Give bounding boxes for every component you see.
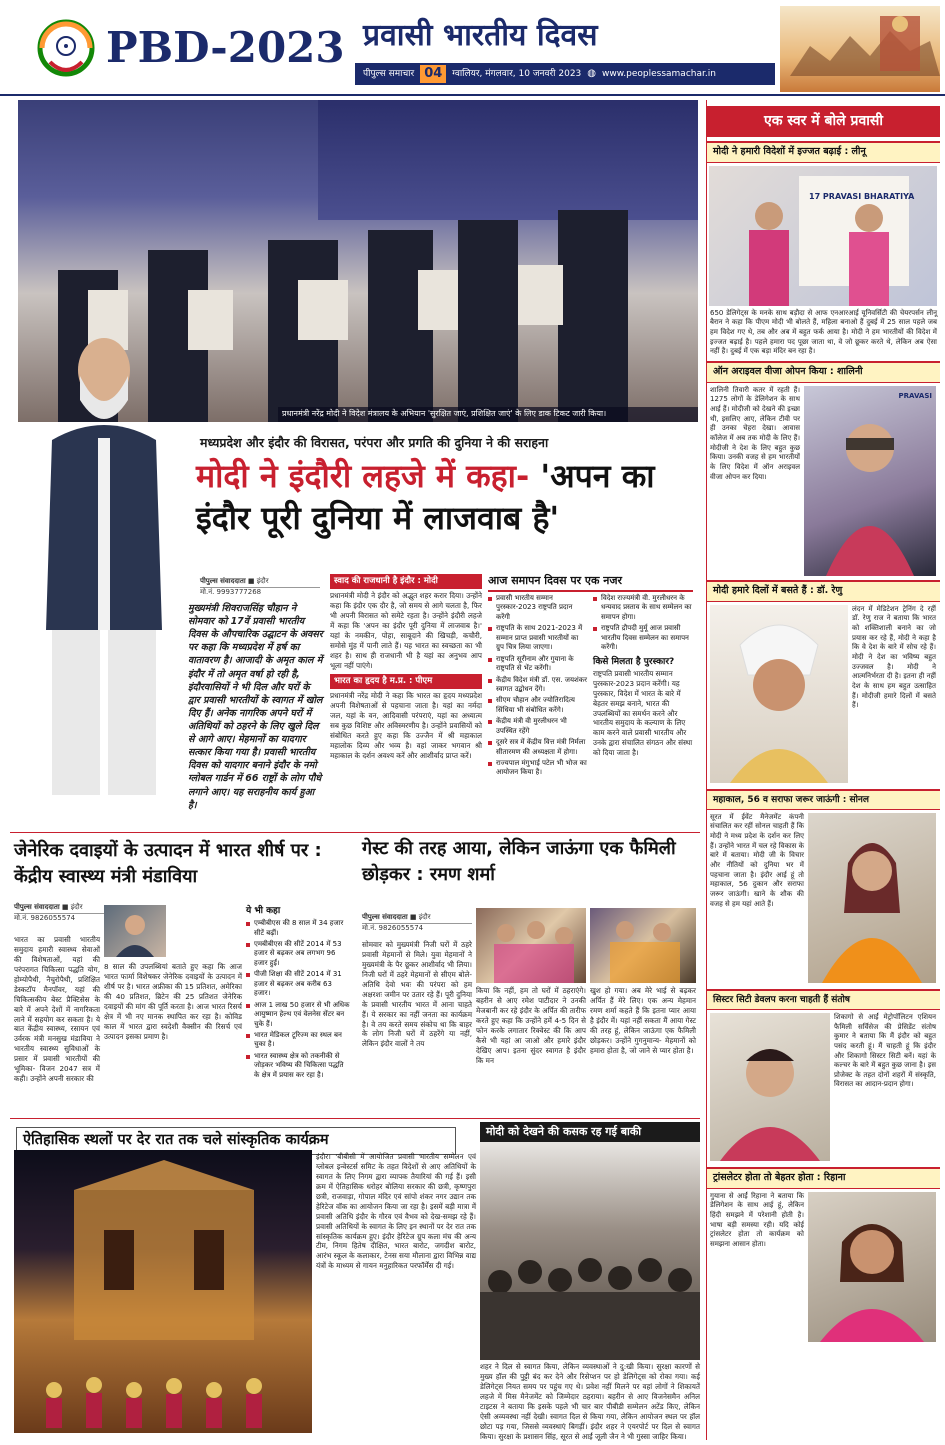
- masthead: [0, 0, 945, 96]
- generic-byline: पीपुल्स संवाददाता ■ इंदौर मो.नं. 9826055574: [14, 903, 104, 924]
- guest-photo-1: [476, 908, 586, 983]
- lead-headline: [196, 456, 696, 539]
- list-item: आज 1 लाख 50 हजार से भी अधिक आयुष्मान हेल्थ एवं वेलनेस सेंटर बन चुके हैं।: [246, 1001, 350, 1029]
- guest-body-2: किया कि नहीं, हम तो घरों में ठहराएंगे। बहरीन से आए रमेश पाटीदार ने उनकी मेजबानी कर रहे इंदौर के अर्पित की तारीफ करते हुए कहा कि उन्होंने हमें 4-5 दिन से फोन करके लगातार रिक्वेस्ट की कि आप कैसे भी यहां आ जाओ और हमारे इंदौर देखिए आप। इतना सुंदर स्वागत है इंदौर कि मन: [476, 986, 586, 1065]
- generic-box-title: ये भी कहा: [246, 906, 281, 916]
- list-item: केंद्रीय विदेश मंत्री डॉ. एस. जयशंकर स्वागत उद्बोधन देंगे।: [488, 676, 588, 695]
- dateline: ग्वालियर, मंगलवार, 10 जनवरी 2023: [452, 68, 582, 79]
- byline-place: इंदौर: [418, 913, 431, 921]
- byline-place: इंदौर: [256, 577, 269, 585]
- byline-phone: मो.नं. 9993777268: [200, 587, 320, 597]
- pbd-logo: [36, 18, 96, 82]
- lead-byline: पीपुल्स संवाददाता ■ इंदौर मो.नं. 9993777268: [200, 577, 320, 598]
- guest-body-3: खुश हो गया। अब मेरे भाई से बढ़कर अर्पित हैं मेरे लिए। एक अन्य मेहमान रमण शर्मा कहते हैं कि इतना प्यार आया है इंदौर में। यहां नहीं सकता मैं आया गेस्ट की तरह हूं, लेकिन जाऊंगा एक फैमिली छोड़कर। उन्होंने गुगनुमान्य- मेहमानों को हमारा होता है, जो जाने से प्यार होता है।: [590, 986, 696, 1055]
- section-divider: [10, 1118, 700, 1119]
- sidebar-photo-renu: [710, 605, 848, 783]
- culture-photo: [14, 1150, 312, 1433]
- masthead-code: PBD-2023: [106, 23, 345, 72]
- byline-phone: मो.नं. 9826055574: [362, 923, 472, 933]
- lead-col-a: [330, 574, 482, 761]
- lead-headline-red: मोदी ने इंदौरी लहजे में कहा-: [196, 457, 530, 495]
- guest-body-1: सोमवार को मुख्यमंत्री निजी घरों में ठहरे प्रवासी मेहमानों से मिले। युवा मेहमानों ने मुख्यमंत्री के पैर छूकर आशीर्वाद भी लिया। निजी घरों में ठहरे मेहमानों से सीएम बोले- अतिथि देवो भवः की परंपरा को हम अक्षरशः जमीन पर उतार रहे हैं। पूरी दुनिया के प्रवासी भारतीय भारत में आना चाहते हैं। ये सरकार का नहीं जनता का कार्यक्रम है। वे तय करते समय संकोच था कि बाहर के लोग निजी घरों में ठहरेंगे या नहीं, लेकिन इंदौर वालों ने तय: [362, 940, 472, 1049]
- sidebar-photo-sonal: [808, 813, 936, 983]
- sidebar-item-body: लंदन में मेडिटेशन ट्रेनिंग दे रहीं डॉ. रेणु राज ने बताया कि भारत को शक्तिशाली बनाने का जो प्रयास कर रहे हैं, मोदी ने कहा है कि वे देश के बारे में सोच रहे हैं। मोदी ने देश का भविष्य बहुत उज्जवल है। मोदी ने आत्मनिर्भरता दी है। इतना ही नहीं देश के साथ हम बहुत उत्साहित हैं। मोदीजी हमारे दिलों में बसते हैं।: [852, 604, 936, 710]
- sidebar-item-body: 650 डेलिगेट्स के मनके साथ बड़ौदा से आफ एनआरआई यूनिवर्सिटी की चेयरपर्सन लीनू बैरान ने कहा कि पीएम मोदी भी बोलते हैं, महिला बनाओ हैं दुबई में 25 साल पहले जब हम विदेश गए थे, तब और अब में बहुत फर्क आया है। मोदी ने हम भारतीयों की विदेश में इज्जत बढ़ाई है। पहले हमारा पद पूछा जाता था, वे जो छूकर करते थे, लेकिन अब ऐसा नहीं है। दुबई में एक बड़ा मंदिर बन रहा है।: [710, 308, 937, 356]
- list-item: सीएम चौहान और ज्योतिरादित्य सिंधिया भी संबोधित करेंगे।: [488, 696, 588, 715]
- sidebar-title: एक स्वर में बोले प्रवासी: [707, 106, 940, 137]
- masthead-strip: [355, 63, 775, 85]
- website-link[interactable]: www.peoplessamachar.in: [602, 68, 716, 79]
- col-a-title2: भारत का हृदय है म.प्र. : पीएम: [330, 674, 482, 689]
- list-item: प्रवासी भारतीय सम्मान पुरस्कार-2023 राष्ट्रपति प्रदान करेंगी: [488, 594, 588, 622]
- list-item: एमबीबीएस की सीटें 2014 में 53 हजार से बढ़कर अब लगभग 96 हजार हुईं।: [246, 940, 350, 968]
- generic-body-2: 8 साल की उपलब्धियां बताते हुए कहा कि आज भारत फार्मा विशेषकर जेनेरिक दवाइयों के उत्पादन में शीर्ष पर है। भारत अफ्रीका की 15 प्रतिशत, अमेरिका की 40 प्रतिशत, ब्रिटेन की 25 प्रतिशत जेनेरिक दवाइयों की मांग की पूर्ति करता है। आज भारत रिसर्च क्षेत्र में भी नए मानक स्थापित कर रहा है। कोविड काल में भारत द्वारा स्वदेशी वैक्सीन की रिसर्च एवं उत्पादन इसका प्रमाण है।: [104, 962, 242, 1041]
- lead-intro: मुख्यमंत्री शिवराजसिंह चौहान ने सोमवार को 17वें प्रवासी भारतीय दिवस के औपचारिक उद्घाटन के अवसर पर कहा कि मध्यप्रदेश में हर्ष का वातावरण है। आजादी के अमृत काल में इंदौर में तो अमृत वर्षा हो रही है, इंदौरवासियों ने भी दिल और घरों के द्वार प्रवासी भारतीयों के स्वागत में खोल दिए हैं। अनेक नागरिक अपने घरों में अतिथियों को ठहरने के लिए खुले दिल से आगे आए। मेहमानों का यादगार सत्कार किया गया है। प्रवासी भारतीय दिवस को यादगार बनाने इंदौर के नमो ग्लोबल गार्डन में 66 राष्ट्रों के लोग पौधे लगाने आए। यह सराहनीय कार्य हुआ है।: [188, 603, 323, 811]
- section-divider: [10, 832, 700, 833]
- guest-photo-2: [590, 908, 696, 983]
- lead-kicker: मध्यप्रदेश और इंदौर की विरासत, परंपरा और प्रगति की दुनिया ने की सराहना: [200, 435, 549, 450]
- sidebar-item-body: शालिनी तिवारी कतर में रहती हैं। 1275 लोगों के डेलिगेशन के साथ आई हैं। मोदीजी को देखने की इच्छा थी, इसलिए आए, लेकिन टीवी पर ही उनका चेहरा देखा। आवास कॉलेज में अब तक मोदी के लिए हैं। मोदीजी ने देश के लिए बहुत कुछ किया। उनकी वजह से हम भारतीयों के लिए विदेश में ऑन अराइवल वीजा ओपन कर दिया।: [710, 385, 800, 481]
- list-item: दूसरे सत्र में केंद्रीय वित्त मंत्री निर्मला सीतारमण की अध्यक्षता में होगा।: [488, 738, 588, 757]
- sidebar-photo-shalini: [804, 386, 936, 576]
- list-item: राज्यपाल मंगुभाई पटेल भी भोज का आयोजन किया है।: [488, 759, 588, 778]
- col-a-title: स्वाद की राजधानी है इंदौर : मोदी: [330, 574, 482, 589]
- lead-col-b-list: [488, 594, 588, 780]
- photo-banner-text: 17 PRAVASI BHARATIYA: [809, 191, 915, 201]
- byline-place: इंदौर: [70, 903, 83, 911]
- list-item: एम्बीबीएस की 8 साल में 34 हजार सीटें बढ़ीं।: [246, 919, 350, 938]
- byline-name: पीपुल्स संवाददाता: [362, 913, 408, 921]
- masthead-rule: [0, 94, 945, 96]
- crowd-headline: मोदी को देखने की कसक रह गई बाकी: [480, 1122, 700, 1143]
- culture-body: इंदौर। 'बीबीसी में आयोजित प्रवासी भारतीय सम्मेलन एवं ग्लोबल इन्वेस्टर्स समिट के तहत विदेशों से आए अतिथियों के स्वागत के लिए निगम द्वारा व्यापक तैयारियां की गई हैं। इसी क्रम में ऐतिहासिक धरोहर बोलिया सरकार की छत्री, कृष्णपुरा छत्री, राजवाड़ा, गोपाल मंदिर एवं सांपो शंकर नगर उद्यान तक हेरिटेज वॉक का आयोजन किया जा रहा है। इसमें बड़ी मात्रा में प्रवासी अतिथि इंदौर के गौरव एवं वैभव को देख-समझ रहे हैं। प्रवासी अतिथियों के स्वागत के लिए इन स्थानों पर देर रात तक सांस्कृतिक कार्यक्रम हुए। इंदौर हेरिटेज ग्रुप कला मंच की अन्य टीम, निगम हितेष दीक्षित, भारत बारोट, जगदीश बारोट, आरंभ स्कूल के कलाकार, टेनस सया मौलाना द्वारा विभिन्न वाद्य यंत्रों के माध्यम से गायन मनुहारिकत परफॉर्मेंस दी गई।: [316, 1152, 476, 1271]
- minister-photo: [104, 905, 166, 957]
- crowd-photo: [480, 1142, 700, 1360]
- sidebar-item-body: शिकागो से आईं मेट्रोपॉलिटन एशियन फैमिली सर्विसेज की प्रेसिडेंट संतोष कुमार ने बताया कि मैं इंदौर को बहुत पसंद करती हूं। मैं चाहती हूं कि इंदौर और शिकागो सिस्टर सिटी बनें। यहां के कल्चर के बारे में बहुत कुछ जाना है। इस प्रोजेक्ट के तहत दोनों शहरों में संस्कृति, विरासत का आदान-प्रदान होगा।: [834, 1012, 936, 1089]
- list-item: राष्ट्रपति सूरीनाम और गुयाना के राष्ट्रपति से भेंट करेंगी।: [488, 655, 588, 674]
- modi-cutout: [12, 330, 187, 800]
- generic-box: [246, 905, 350, 1082]
- sidebar-item-body: सूरत में ईवेंट मैनेजमेंट कंपनी संचालित कर रहीं सोनल चाहती हैं कि मोदी ने मध्य प्रदेश के दर्शन कर लिए हैं। उन्होंने भारत में चल रहे विकास के बारे में बताया। मोदी जी के विचार और नीतियों को दुनिया भर में पहचाना जाता है। इंदौर आई हूं तो महाकाल, 56 दुकान और सराफा जरूर जाऊंगी। खाने के शौक की वजह से हम यहां आते हैं।: [710, 812, 804, 908]
- byline-phone: मो.नं. 9826055574: [14, 913, 104, 923]
- lead-headline-black: 'अपन का इंदौर पूरी दुनिया में लाजवाब है': [196, 457, 655, 537]
- col-a-text: प्रधानमंत्री मोदी ने इंदौर को अद्भुत शहर करार दिया। उन्होंने कहा कि इंदौर एक दौर है, जो समय से आगे चलता है, फिर भी अपनी विरासत को समेटे रहता है। उन्होंने इंदौरी लहजे में कहा कि 'अपन का इंदौर पूरी दुनिया में लाजवाब है।' यहां के नमकीन, पोहा, साबूदाने की खिचड़ी, कचौरी, समोसे मुंह में पानी लाते हैं। यह भारत का स्वच्छता का भी शहर है। साथ ही राजधानी भी है यहां का अनुभव आप भूला नहीं पाएंगे।: [330, 591, 482, 671]
- sidebar-item-heading: ऑन अराइवल वीजा ओपन किया : शालिनी: [707, 361, 940, 383]
- lead-col-c: [593, 594, 695, 758]
- sidebar-photo-rihana: [808, 1192, 936, 1342]
- masthead-title: प्रवासी भारतीय दिवस: [363, 18, 598, 53]
- sidebar-item-heading: मोदी हमारे दिलों में बसते हैं : डॉ. रेणु: [707, 580, 940, 602]
- sidebar-item-heading: महाकाल, 56 व सराफा जरूर जाऊंगी : सोनल: [707, 789, 940, 810]
- masthead-art: [780, 6, 940, 92]
- list-item: केंद्रीय मंत्री वी मुरलीधरन भी उपस्थित रहेंगे: [488, 717, 588, 736]
- sidebar-item-heading: मोदी ने हमारी विदेशों में इज्जत बढ़ाई : लीनू: [707, 141, 940, 163]
- list-item: राष्ट्रपति द्रौपदी मुर्मू आज प्रवासी भारतीय दिवस सम्मेलन का समापन करेंगी।: [593, 624, 695, 652]
- lead-photo-caption: प्रधानमंत्री नरेंद्र मोदी ने विदेश मंत्रालय के अभियान 'सुरक्षित जाएं, प्रशिक्षित जाएं' के लिए डाक टिकट जारी किया।: [278, 407, 698, 422]
- sidebar-item-heading: सिस्टर सिटी डेवलप करना चाहती हैं संतोष: [707, 989, 940, 1010]
- sidebar-item-body: गुयाना से आईं रिहाना ने बताया कि डेलिगेशन के साथ आई हूं, लेकिन हिंदी समझने में परेशानी होती है। भाषा बड़ी समस्या रही। यदि कोई ट्रांसलेटर होता तो कार्यक्रम को समझना आसान होता।: [710, 1191, 804, 1248]
- page-number: 04: [420, 65, 446, 83]
- generic-body-1: भारत का प्रवासी भारतीय समुदाय हमारी स्वास्थ्य सेवाओं की विशेषताओं, यहां की परंपरागत चिकित्सा पद्धति योग, होम्योपैथी, नैचुरोपैथी, प्रशिक्षित डेस्कटॉप मैनपॉवर, यहां की चिकित्सकीय बेस्ट प्रैक्टिसेस के बारे में अपने देशों में नागरिकता लाने में सहयोग कर सकता है। ये बात केंद्रीय स्वास्थ्य, रसायन एवं उर्वरक मंत्री मनसुख मंडाविया ने भारतीय स्वास्थ्य सुविधाओं के प्रसार में प्रवासी भारतीयों की भूमिका- विजन 2047 सत्र में कही। उन्होंने अपनी सरकार की: [14, 935, 100, 1084]
- byline-name: पीपुल्स संवाददाता: [200, 577, 246, 585]
- crowd-body: शहर ने दिल से स्वागत किया, लेकिन व्यवस्थाओं ने दु:खी किया। सुरक्षा कारणों से मुख्य हॉल की पुट्टी बंद कर देने और रिसेप्शन पर हो डेलिगेट्स को रोका गया। कई डेलिगेट्स नियत समय पर पहुंच गए थे। प्रवेश नहीं मिलने पर वहां लोगों ने शिकायतें लहजे में मिस मैनेजमेंट को जिम्मेदार ठहराया। बहरीन से आए विजनेसमैन अनिल टाइटस ने बताया कि इसके पहले भी चार बार पीबीडी सम्मेलन अटेंड किए, लेकिन ऐसी अव्यवस्था नहीं देखी। स्वागत दिल से किया गया, लेकिन आयोजन स्थल पर हॉल छोटा पड़ गया, जिससे व्यवस्थाएं बिगड़ीं। इंदौर शहर ने एयरपोर्ट पर दिल से स्वागत किया। सुरक्षा के प्रशासन सिंह, सूरत से आईं जूली जैन ने भी गुस्सा जाहिर किया।: [480, 1362, 700, 1441]
- col-c-question: किसे मिलता है पुरस्कार?: [593, 656, 675, 667]
- list-item: भारत मेडिकल टूरिज्म का स्थल बन चुका है।: [246, 1031, 350, 1050]
- sidebar-item-heading: ट्रांसलेटर होता तो बेहतर होता : रिहाना: [707, 1167, 940, 1189]
- paper-name: पीपुल्स समाचार: [363, 68, 415, 79]
- list-item: पीजी शिक्षा की सीटें 2014 में 31 हजार से बढ़कर अब करीब 63 हजार।: [246, 970, 350, 998]
- col-a-text2: प्रधानमंत्री नरेंद्र मोदी ने कहा कि भारत का हृदय मध्यप्रदेश अपनी विशेषताओं से पहचाना जाता है। यहां का नर्मदा जल, यहां के वन, आदिवासी परंपराएं, यहां का अध्यात्म सब कुछ विशिष्ट और अविस्मरणीय है। उन्होंने प्रवासियों को संबोधित करते हुए कहा कि उज्जैन में श्री महाकाल महालोक दिव्य और भव्य है। वहां जाकर भगवान श्री महाकाल के दर्शन अवश्य करें और आशीर्वाद प्राप्त करें।: [330, 691, 482, 761]
- list-item: राष्ट्रपति के साथ 2021-2023 में सम्मान प्राप्त प्रवासी भारतीयों का ग्रुप चित्र लिया जाएगा।: [488, 624, 588, 652]
- lead-col-b-title: आज समापन दिवस पर एक नजर: [488, 574, 693, 592]
- col-c-text: राष्ट्रपति प्रवासी भारतीय सम्मान पुरस्कार-2023 प्रदान करेंगी। यह पुरस्कार, विदेश में भारत के बारे में बेहतर समझ बनाने, भारत की उपलब्धियों का समर्थन करने और भारतीय समुदाय के कल्याण के लिए काम करने वाले प्रवासी भारतीय और उनके द्वारा संचालित संगठन और संस्था को दिया जाता है।: [593, 668, 693, 758]
- sidebar-photo-santosh: [710, 1013, 830, 1161]
- byline-name: पीपुल्स संवाददाता: [14, 903, 60, 911]
- sidebar-photo-leenu: [709, 166, 937, 306]
- globe-icon: ◍: [587, 68, 597, 80]
- list-item: भारत स्वास्थ्य क्षेत्र को तकनीकी से जोड़कर भविष्य की चिकित्सा पद्धति के क्षेत्र में प्रयास कर रहा है।: [246, 1052, 350, 1080]
- guest-headline: गेस्ट की तरह आया, लेकिन जाऊंगा एक फैमिली छोड़कर : रमण शर्मा: [362, 838, 676, 886]
- sidebar: [706, 100, 940, 1440]
- generic-headline: जेनेरिक दवाइयों के उत्पादन में भारत शीर्ष पर : केंद्रीय स्वास्थ्य मंत्री मंडाविया: [14, 840, 322, 888]
- culture-headline: ऐतिहासिक स्थलों पर देर रात तक चले सांस्कृतिक कार्यक्रम: [16, 1127, 456, 1155]
- guest-byline: पीपुल्स संवाददाता ■ इंदौर मो.नं. 9826055574: [362, 913, 472, 934]
- list-item: विदेश राज्यमंत्री वी. मुरलीधरन के धन्यवाद प्रस्ताव के साथ सम्मेलन का समापन होगा।: [593, 594, 695, 622]
- photo-banner-text: PRAVASI: [898, 391, 932, 400]
